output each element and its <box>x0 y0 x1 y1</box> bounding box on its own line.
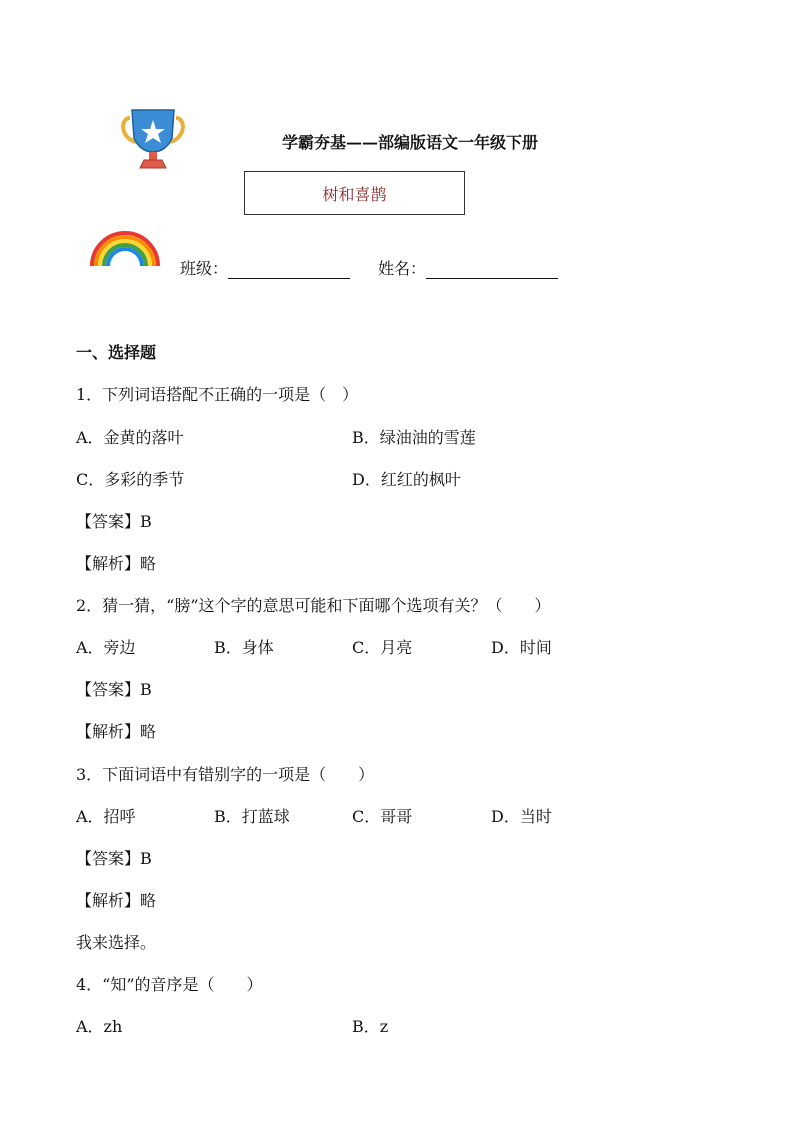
question-2-option-c: C．月亮 <box>352 638 413 657</box>
rainbow-icon <box>88 226 162 268</box>
question-2-analysis: 【解析】略 <box>76 722 157 741</box>
question-4-stem: 4．“知”的音序是（ ） <box>76 975 263 994</box>
question-3-option-c: C．哥哥 <box>352 807 413 826</box>
question-2-stem: 2．猜一猜，“膀”这个字的意思可能和下面哪个选项有关？（ ） <box>76 596 551 615</box>
question-1-answer: 【答案】B <box>76 512 152 531</box>
question-3-stem: 3．下面词语中有错别字的一项是（ ） <box>76 765 375 784</box>
question-3-answer: 【答案】B <box>76 849 152 868</box>
lesson-title: 树和喜鹊 <box>322 184 387 204</box>
question-4-option-b: B．z <box>352 1017 389 1036</box>
class-blank[interactable] <box>228 260 350 279</box>
question-1-option-d: D．红红的枫叶 <box>352 470 461 489</box>
document-title: 学霸夯基——部编版语文一年级下册 <box>282 133 539 152</box>
name-label: 姓名： <box>378 259 427 278</box>
question-2-answer: 【答案】B <box>76 680 152 699</box>
question-3-option-d: D．当时 <box>491 807 552 826</box>
question-1-analysis: 【解析】略 <box>76 554 157 573</box>
question-1-option-a: A．金黄的落叶 <box>76 428 184 447</box>
question-1-stem: 1．下列词语搭配不正确的一项是（ ） <box>76 385 359 404</box>
question-4-option-a: A．zh <box>76 1017 123 1036</box>
question-3-analysis: 【解析】略 <box>76 891 157 910</box>
trophy-icon <box>118 104 188 170</box>
question-3-option-a: A．招呼 <box>76 807 136 826</box>
question-2-option-d: D．时间 <box>491 638 552 657</box>
question-2-option-b: B．身体 <box>214 638 274 657</box>
question-1-option-b: B．绿油油的雪莲 <box>352 428 476 447</box>
question-3-option-b: B．打蓝球 <box>214 807 290 826</box>
name-blank[interactable] <box>426 260 558 279</box>
lesson-title-box <box>244 171 465 215</box>
section-heading: 一、选择题 <box>76 343 157 362</box>
question-1-option-c: C．多彩的季节 <box>76 470 185 489</box>
instruction-text: 我来选择。 <box>76 933 157 952</box>
question-2-option-a: A．旁边 <box>76 638 136 657</box>
student-info-fields <box>180 256 558 279</box>
class-label: 班级： <box>180 259 229 278</box>
